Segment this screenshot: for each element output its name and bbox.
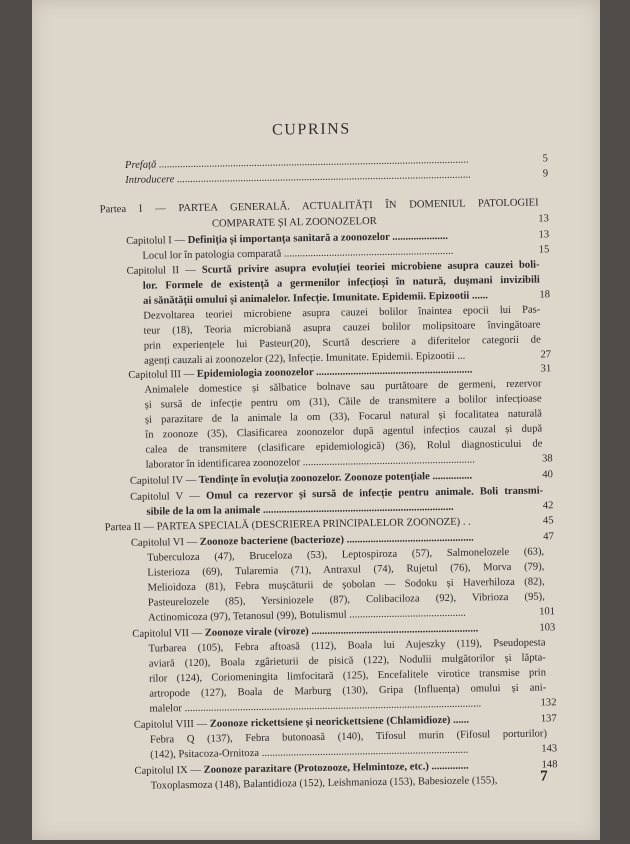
toc-page-ref: 47 bbox=[543, 531, 554, 543]
toc-entry-line: Capitolul VII — Zoonoze virale (viroze) ............................................................... bbox=[132, 623, 479, 640]
toc-entry-line: Capitolul III — Epidemiologia zoonozelor ........................................................... bbox=[128, 364, 473, 381]
toc-page-ref: 143 bbox=[541, 743, 558, 755]
toc-page-ref: 42 bbox=[542, 500, 554, 512]
toc-entry-line: ai sănătății omului și animalelor. Infecție. Imunitate. Epidemii. Epizootii ...... bbox=[143, 290, 488, 307]
toc-entry-line: lor. Formele de existență a germenilor infecțioși în natură, dușmani invizibili bbox=[142, 274, 540, 292]
toc-entry-line: Tuberculoza (47), Bruceloza (53), Leptospiroza (57), Salmonelozele (63), bbox=[147, 546, 545, 564]
toc-page-ref: 13 bbox=[538, 229, 550, 241]
toc-page-ref: 13 bbox=[538, 213, 549, 225]
toc-page-ref: 101 bbox=[539, 606, 556, 618]
toc-page-ref: 137 bbox=[540, 713, 557, 725]
toc-entry-line: teur (18), Teoria microbiană asupra cauzei bolilor molipsitoare învingătoare bbox=[143, 319, 541, 337]
toc-page-ref: 40 bbox=[542, 469, 553, 481]
toc-entry-line: agenți cauzali ai zoonozelor (22), Infecție. Imunitate. Epidemii. Epizootii ... bbox=[143, 350, 466, 367]
toc-entry-line: Partea I — PARTEA GENERALĂ. ACTUALITĂȚI ÎN DOMENIUL PATOLOGIEI bbox=[99, 197, 539, 216]
toc-entry-line: Listerioza (69), Tularemia (71), Antraxul (74), Rujetul (76), Morva (79), bbox=[147, 561, 545, 579]
toc-entry-line: (142), Psitacoza-Ornitoza .............................................................................. bbox=[150, 744, 469, 761]
toc-entry-line: Capitolul IX — Zoonoze parazitare (Protozooze, Helmintoze, etc.) .............. bbox=[134, 760, 469, 777]
toc-entry-line: Capitolul VI — Zoonoze bacteriene (bacterioze) ................................................ bbox=[130, 532, 474, 549]
toc-entry-line: în zoonoze (35), Clasificarea zoonozelor după agentul infecțios cauzal și după bbox=[145, 423, 543, 441]
toc-entry-line: Capitolul IV — Tendințe în evoluția zoonozelor. Zoonoze potențiale ............... bbox=[129, 470, 473, 487]
toc-entry-line: și sursă de infecție pentru om (31), Căile de transmitere a bolilor infecțioase bbox=[144, 393, 542, 411]
toc-entry-line: Partea II — PARTEA SPECIALĂ (DESCRIEREA PRINCIPALELOR ZOONOZE) . . bbox=[104, 516, 471, 534]
toc-entry-line: rilor (124), Coriomeningita limfocitară (125), Encefalitele virotice transmise prin bbox=[148, 667, 547, 685]
toc-page-ref: 38 bbox=[541, 453, 553, 465]
toc-page-ref: 5 bbox=[542, 153, 549, 165]
toc-entry-line: Capitolul V — Omul ca rezervor și sursă de infecție pentru animale. Boli transmi- bbox=[130, 485, 544, 503]
toc-entry-line: Locul lor în patologia comparată ................................................................ bbox=[142, 245, 454, 262]
toc-entry-line: aviară (120), Boala zgârieturii de pisică (122), Nodulii mulgătorilor și lăpta- bbox=[148, 652, 546, 670]
toc-page-ref: 9 bbox=[542, 168, 549, 180]
toc-page-ref: 132 bbox=[540, 697, 557, 709]
toc-entry-line: Dezvoltarea teoriei microbiene asupra cauzei bolilor înaintea epocii lui Pas- bbox=[143, 304, 541, 322]
toc-entry-line: calea de transmitere (clasificare epidemiologică) (36), Rolul diagnosticului de bbox=[145, 438, 543, 456]
toc-entry-line: Melioidoza (81), Febra mușcăturii de șobolan — Sodoku și Haverhiloza (82), bbox=[147, 576, 545, 594]
toc-page-ref: 18 bbox=[539, 289, 551, 301]
toc-entry-line: și parazitare de la animale la om (33), Focarul natural și focalitatea naturală bbox=[144, 408, 543, 426]
toc-page-ref: 15 bbox=[538, 244, 550, 256]
toc-page-ref: 45 bbox=[542, 515, 554, 527]
page-number: 7 bbox=[540, 768, 548, 785]
toc-entry-line: laborator în identificarea zoonozelor ................................................................. bbox=[145, 454, 475, 471]
toc-entry-line: Capitolul VIII — Zoonoze rickettsiene și neorickettsiene (Chlamidioze) ...... bbox=[133, 714, 470, 731]
toc-entry-line: Toxoplasmoza (148), Balantidioza (152), Leishmanioza (153), Babesiozele (155), bbox=[150, 775, 498, 792]
toc-entry-line: prin experiențele lui Pasteur(20), Scurtă descriere a diferitelor categorii de bbox=[143, 334, 541, 352]
toc-entry-line: Turbarea (105), Febra aftoasă (112), Boala lui Aujeszky (119), Pseudopesta bbox=[148, 637, 546, 655]
toc-entry-line: Introducere ............................................................................................................... bbox=[125, 169, 472, 186]
toc-entry-line: Febra Q (137), Febra butonoasă (140), Tifosul murin (Fifosul porturilor) bbox=[149, 728, 548, 746]
toc-entry-line: sibile de la om la animale ........................................................................ bbox=[146, 501, 454, 518]
toc-entry-line: COMPARATE ȘI AL ZOONOZELOR bbox=[211, 216, 377, 230]
toc-entry-line: malelor ................................................................................................................ bbox=[149, 698, 482, 715]
book-page bbox=[32, 0, 600, 840]
toc-page-ref: 148 bbox=[541, 759, 558, 771]
toc-entry-line: artropode (127), Boala de Marburg (130), Gripa (Influența) omului și ani- bbox=[149, 682, 547, 700]
toc-entry-line: Animalele domestice și sălbatice bolnave sau purtătoare de germeni, rezervor bbox=[144, 378, 542, 396]
toc-entry-line: Capitolul I — Definiția și importanța sanitară a zoonozelor ..................... bbox=[126, 230, 448, 247]
toc-page-ref: 27 bbox=[540, 349, 552, 361]
toc-entry-line: Actinomicoza (97), Tetanosul (99), Botulismul ............................................ bbox=[148, 607, 466, 624]
toc-page-ref: 31 bbox=[540, 363, 552, 375]
toc-entry-line: Capitolul II — Scurtă privire asupra evoluției teoriei microbiene asupra cauzei boli- bbox=[126, 259, 540, 277]
toc-page-ref: 103 bbox=[539, 622, 556, 634]
toc-title: CUPRINS bbox=[271, 120, 351, 139]
toc-entry-line: Prefață ..................................................................................................................... bbox=[124, 154, 469, 171]
toc-content bbox=[25, 0, 606, 844]
toc-entry-line: Pasteurelozele (85), Yersiniozele (87), Colibaciloza (92), Vibrioza (95), bbox=[147, 591, 545, 609]
